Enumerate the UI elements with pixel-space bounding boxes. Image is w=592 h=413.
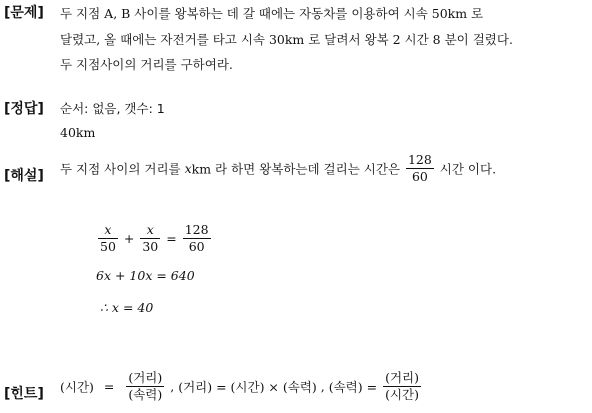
hint-label: [힌트]: [4, 386, 44, 402]
hint-equals: =: [103, 379, 115, 394]
eq1-equals: =: [166, 231, 177, 246]
eq1-r-den: 60: [188, 239, 205, 254]
hint-fraction-1: [126, 370, 164, 403]
equation-2: 6x + 10x = 640: [96, 268, 195, 283]
equation-1: [96, 222, 213, 255]
eq1-f2-den: 30: [142, 239, 159, 254]
hint-f2-den: (시간): [385, 387, 419, 402]
eq1-f2-num: x: [140, 222, 160, 239]
hint-time: (시간): [60, 379, 94, 395]
equation-3: ∴ x = 40: [100, 300, 154, 315]
explanation-text-b: km 라 하면 왕복하는데 걸리는 시간은: [191, 161, 404, 177]
explanation-line: [60, 152, 496, 185]
hint-formula-3: (속력) =: [328, 379, 378, 395]
hint-f2-num: (거리): [385, 370, 419, 385]
explanation-text-c: 시간 이다.: [435, 161, 497, 177]
problem-label: [문제]: [4, 5, 44, 21]
eq1-r-num: 128: [184, 222, 209, 237]
hint-comma-1: ,: [170, 379, 175, 394]
hint-formulas: [60, 370, 423, 403]
explanation-var-x: x: [184, 161, 192, 176]
eq1-fraction-2: [140, 222, 160, 255]
problem-line-1: 두 지점 A, B 사이를 왕복하는 데 갈 때에는 자동차를 이용하여 시속 50km 로: [60, 6, 484, 21]
problem-line-2: 달렸고, 올 때에는 자전거를 타고 시속 30km 로 달려서 왕복 2 시간 8 분이 걸렸다.: [60, 32, 513, 47]
hint-comma-2: ,: [320, 379, 325, 394]
eq1-fraction-1: [98, 222, 118, 255]
answer-label: [정답]: [4, 101, 44, 117]
problem-line-3: 두 지점사이의 거리를 구하여라.: [60, 57, 233, 72]
answer-order: 순서: 없음, 갯수: 1: [60, 101, 165, 116]
eq1-f1-num: x: [98, 222, 118, 239]
eq1-f1-den: 50: [100, 239, 116, 254]
explanation-text-a: 두 지점 사이의 거리를: [60, 161, 185, 177]
answer-value: 40km: [60, 125, 96, 140]
eq1-fraction-3: [183, 222, 211, 255]
hint-f1-num: (거리): [128, 370, 163, 385]
hint-f1-den: (속력): [128, 387, 163, 402]
hint-fraction-2: [383, 370, 421, 403]
explanation-label: [해설]: [4, 168, 44, 184]
explanation-fraction: [406, 152, 434, 185]
fraction-denominator: 60: [411, 169, 428, 184]
eq1-plus: +: [123, 231, 135, 246]
fraction-numerator: 128: [407, 152, 432, 167]
hint-formula-2: (거리) = (시간) × (속력): [178, 379, 317, 395]
